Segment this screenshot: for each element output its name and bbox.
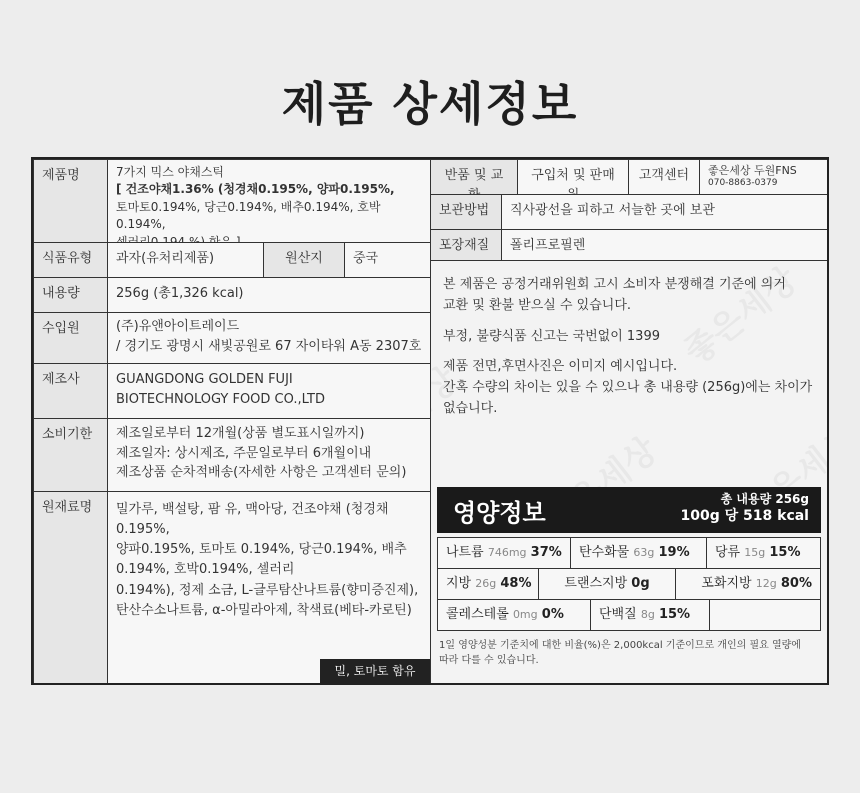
label-product-name: 제품명 — [33, 159, 108, 243]
packaging-value: 폴리프로필렌 — [501, 229, 829, 261]
product-vegetable-line: 토마토0.194%, 당근0.194%, 배추0.194%, 호박0.194%, — [116, 199, 381, 232]
customer-center-name: 좋은세상 두원FNS — [708, 164, 797, 177]
nutrition-footnote: 1일 영양성분 기준치에 대한 비율(%)은 2,000kcal 기준이므로 개인의 필요 열량에 따라 다를 수 있습니다. — [439, 640, 801, 666]
ingredients-line: 양파0.195%, 토마토 0.194%, 당근0.194%, 배추 — [116, 542, 407, 558]
label-manufacturer: 제조사 — [33, 363, 108, 419]
expiry-line: 제조일자: 상시제조, 주문일로부터 6개월이내 — [116, 445, 372, 461]
nutrient-saturated-fat: 포화지방 12g 80% — [675, 568, 821, 600]
nutrition-title: 영양정보 — [453, 499, 546, 527]
label-storage: 보관방법 — [430, 194, 502, 230]
product-vegetable-line: [ 건조야채1.36% (청경채0.195%, 양파0.195%, — [116, 182, 395, 197]
manufacturer-line: GUANGDONG GOLDEN FUJI — [116, 372, 293, 387]
product-info-sheet — [31, 157, 829, 685]
label-expiry: 소비기한 — [33, 418, 108, 492]
ingredients-line: 0.194%), 정제 소금, L-글루탐산나트륨(향미증진제), — [116, 582, 419, 598]
food-type-value: 과자(유처리제품) — [107, 242, 264, 278]
customer-center-label: 고객센터 — [628, 159, 700, 195]
label-ingredients: 원재료명 — [33, 491, 108, 685]
ingredients-line: 탄산수소나트륨, α-아밀라아제, 착색료(베타-카로틴) — [116, 602, 412, 618]
expiry-value — [107, 418, 431, 492]
label-origin: 원산지 — [263, 242, 345, 278]
allergen-badge: 밀, 토마토 함유 — [320, 659, 430, 683]
manufacturer-line: BIOTECHNOLOGY FOOD CO.,LTD — [116, 391, 325, 407]
importer-value — [107, 312, 431, 364]
notice-image: 제품 전면,후면사진은 이미지 예시입니다. 간혹 수량의 차이는 있을 수 있으나 총 내용량 (256g)에는 차이가 없습니다. — [443, 359, 813, 416]
notice-text — [433, 261, 825, 430]
notice-report: 부정, 불량식품 신고는 국번없이 1399 — [443, 328, 660, 344]
nutrient-sugar: 당류 15g 15% — [706, 537, 821, 569]
importer-address: / 경기도 광명시 새빛공원로 67 자이타워 A동 2307호 — [116, 338, 422, 354]
storage-value: 직사광선을 피하고 서늘한 곳에 보관 — [501, 194, 829, 230]
product-name: 7가지 믹스 야채스틱 — [116, 165, 225, 179]
nutrient-empty — [709, 599, 821, 631]
customer-center-phone: 070-8863-0379 — [708, 178, 778, 189]
importer-name: (주)유앤아이트레이드 — [116, 319, 240, 334]
nutrient-carbohydrate: 탄수화물 63g 19% — [570, 537, 707, 569]
nutrient-fat: 지방 26g 48% — [437, 568, 539, 600]
label-food-type: 식품유형 — [33, 242, 108, 278]
volume-value: 256g (총1,326 kcal) — [107, 277, 431, 313]
origin-value: 중국 — [344, 242, 431, 278]
nutrient-sodium: 나트륨 746mg 37% — [437, 537, 571, 569]
ingredients-value — [107, 491, 431, 685]
nutrition-total — [681, 491, 809, 526]
nutrient-protein: 단백질 8g 15% — [590, 599, 710, 631]
ingredients-line: 밀가루, 백설탕, 팜 유, 맥아당, 건조야채 (청경채0.195%, — [116, 502, 389, 538]
nutrient-trans-fat: 트랜스지방 0g — [538, 568, 676, 600]
where-to-buy: 구입처 및 판매 — [517, 159, 629, 195]
label-volume: 내용량 — [33, 277, 108, 313]
label-importer: 수입원 — [33, 312, 108, 364]
nutrition-header — [437, 487, 821, 533]
label-return-exchange: 반품 및 교 — [430, 159, 518, 195]
page-title: 제품 상세정보 — [281, 77, 579, 131]
notice-refund: 본 제품은 공정거래위원회 고시 소비자 분쟁해결 기준에 의거 교환 및 환불 받으실 수 있습니다. — [443, 277, 786, 313]
expiry-line: 제조상품 순차적배송(자세한 사항은 고객센터 문의) — [116, 465, 407, 480]
customer-center-info — [699, 159, 829, 195]
nutrition-total-kcal: 100g 당 518 kcal — [680, 508, 809, 525]
manufacturer-value — [107, 363, 431, 419]
nutrition-total-volume: 총 내용량 256g — [720, 492, 809, 506]
product-name-value — [107, 159, 431, 243]
label-packaging: 포장재질 — [430, 229, 502, 261]
ingredients-line: 0.194%, 호박0.194%, 셀러리 — [116, 562, 295, 578]
expiry-line: 제조일로부터 12개월(상품 별도표시일까지) — [116, 426, 365, 441]
nutrient-cholesterol: 콜레스테롤 0mg 0% — [437, 599, 591, 631]
